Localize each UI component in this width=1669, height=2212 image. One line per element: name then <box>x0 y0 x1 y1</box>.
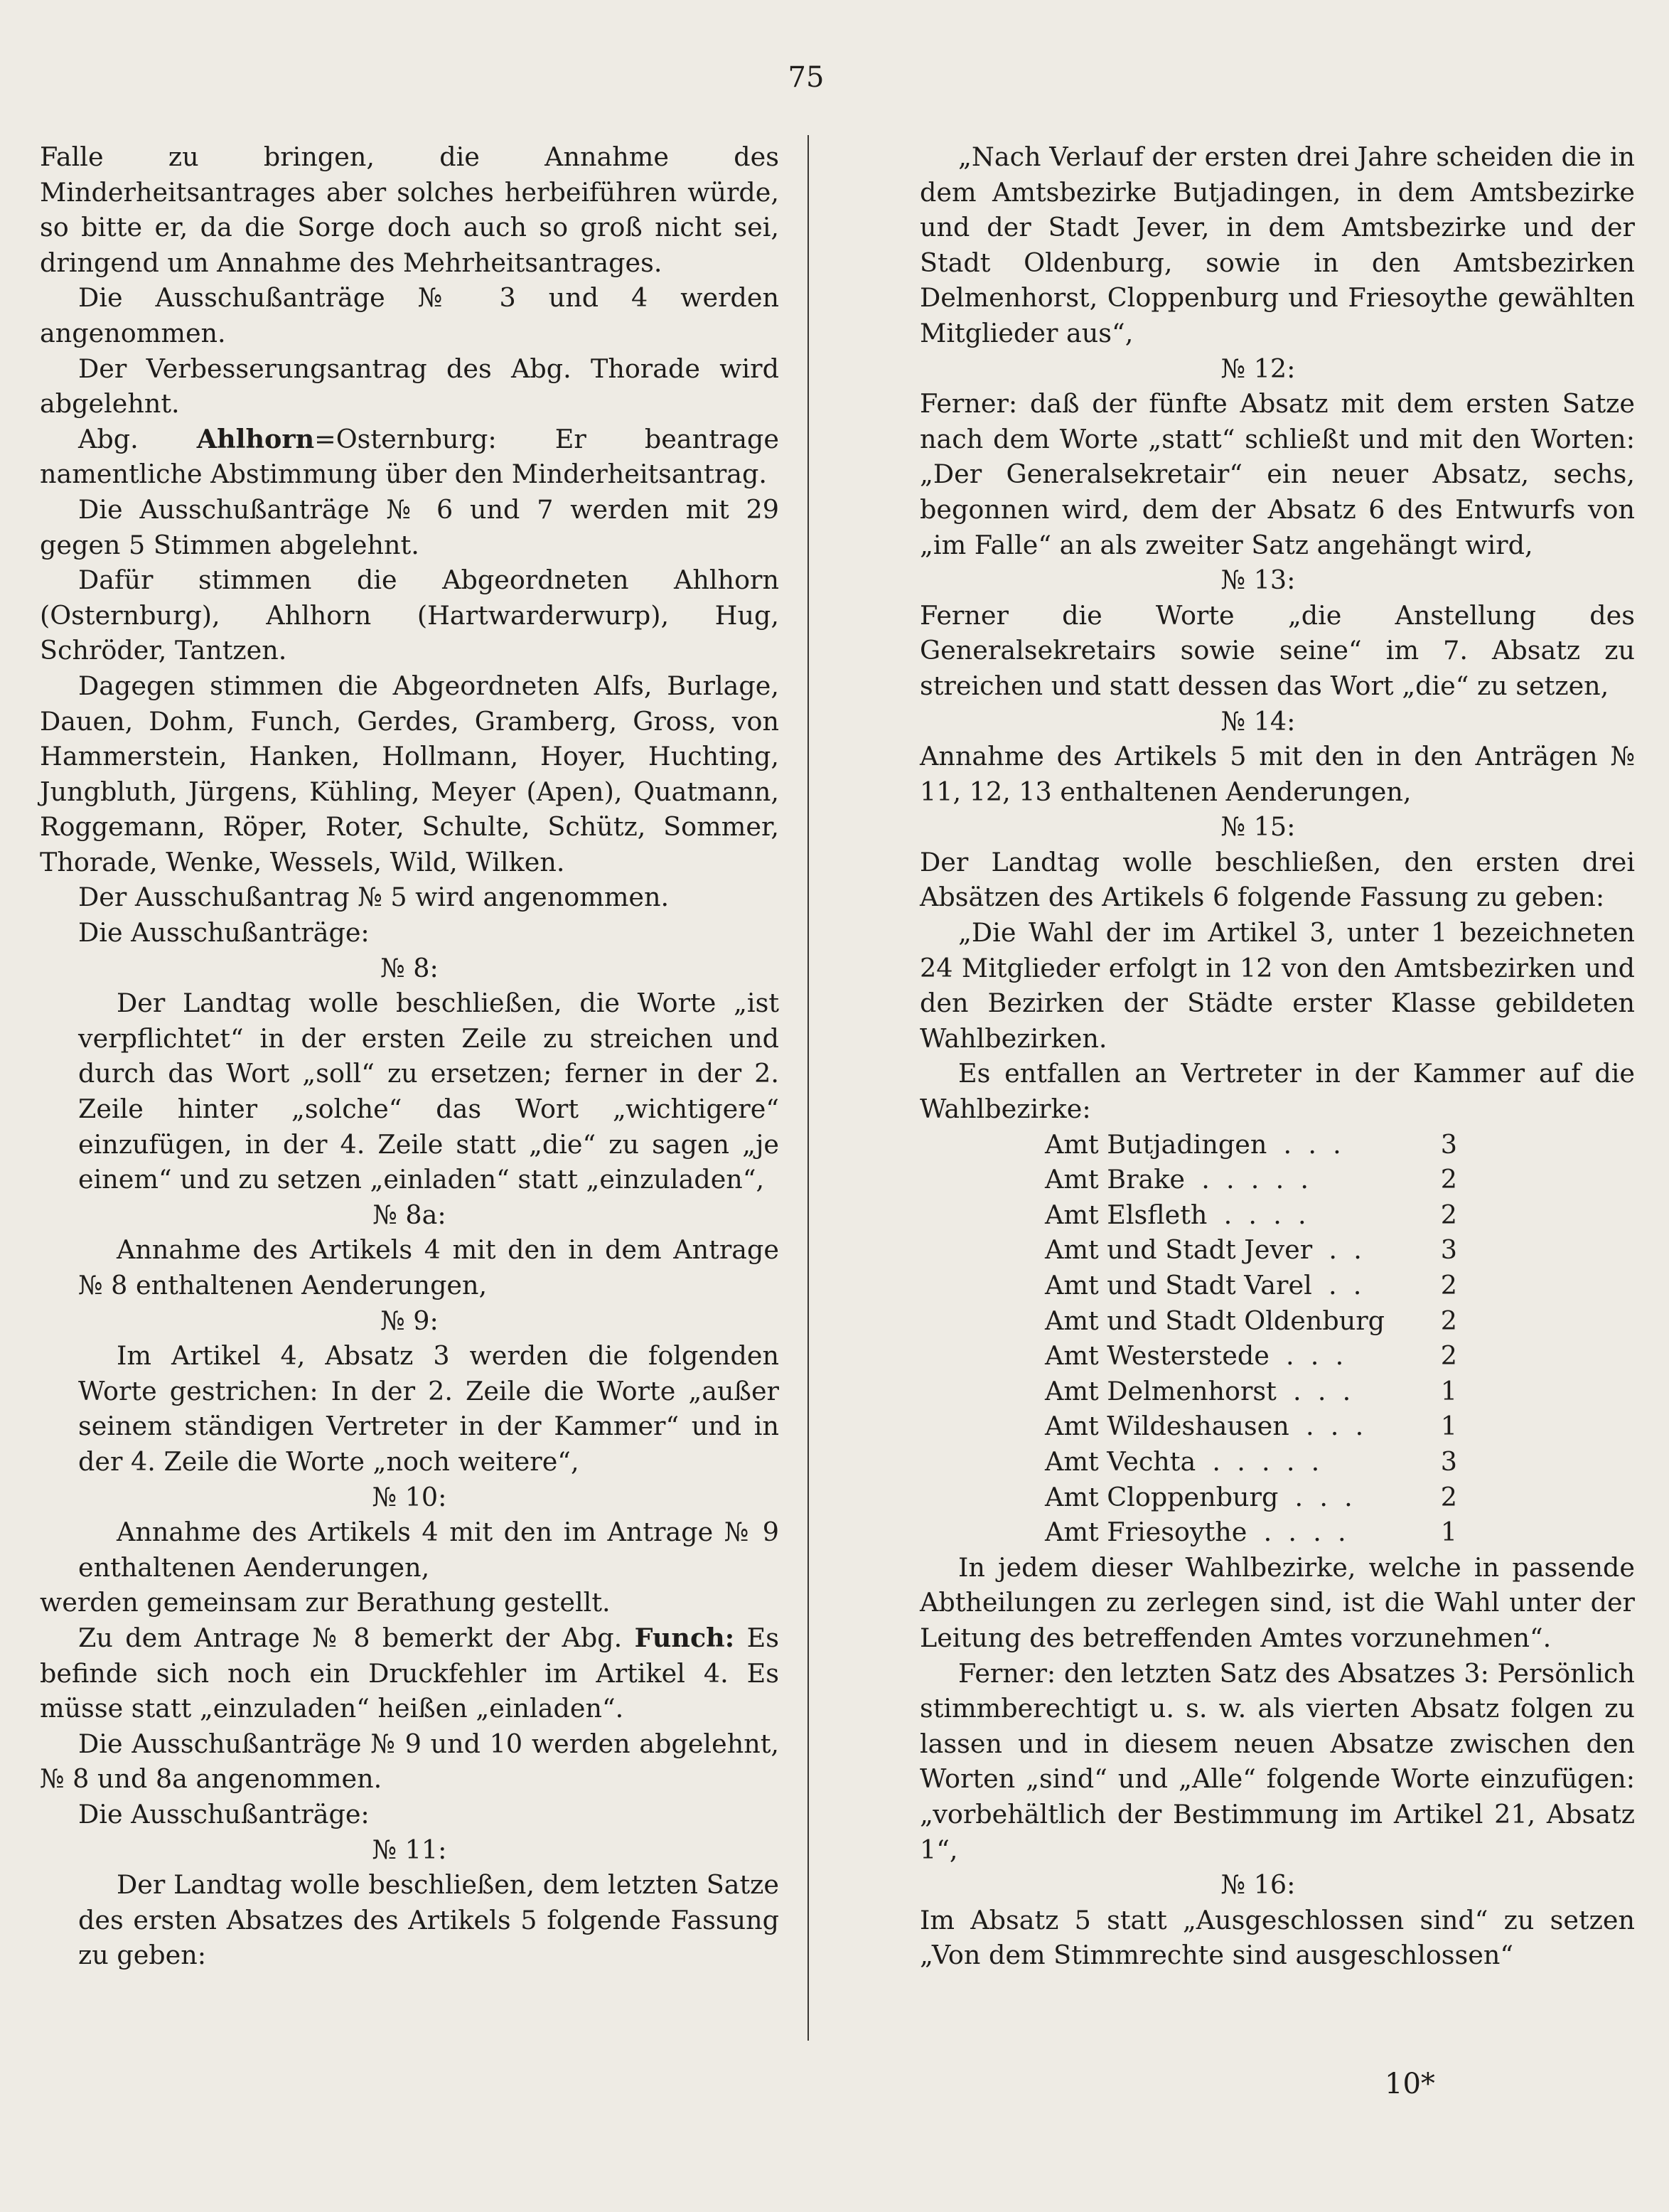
motion-text: Im Absatz 5 statt „Ausgeschlossen sind“ zu setzen „Von dem Stimmrechte sind ausgeschlossen“ <box>920 1904 1635 1971</box>
district-name: Amt Butjadingen . . . <box>1045 1128 1341 1160</box>
page-number: 75 <box>788 61 825 94</box>
district-name: Amt Cloppenburg . . . <box>1045 1481 1353 1512</box>
motion-heading: № 10: <box>372 1481 447 1512</box>
motion-text: Der Landtag wolle beschließen, den ersten drei Absätzen des Artikels 6 folgende Fassung zu geben: <box>920 846 1635 913</box>
paragraph: Die Ausschußanträge № 3 und 4 werden angenommen. <box>40 282 779 348</box>
column-divider <box>807 135 809 2041</box>
paragraph: Die Ausschußanträge: <box>78 917 370 949</box>
text-run: Es befinde sich noch ein Druckfehler im Artikel 4. Es müsse statt „einzuladen“ heißen „einladen“. <box>40 1622 779 1724</box>
motion-text: Der Landtag wolle beschließen, die Worte „ist verpflichtet“ in der ersten Zeile zu streichen und durch das Wort „soll“ zu ersetzen; ferner in der 2. Zeile hinter „solche“ das Wort „wichtigere“ einzufügen, in der 4. Zeile statt „die“ zu sagen „je einem“ und zu setzen „einladen“ statt „einzuladen“, <box>78 988 779 1195</box>
table-row <box>881 1409 1635 1444</box>
district-name: Amt und Stadt Jever . . <box>1045 1234 1362 1266</box>
motion-text: Der Landtag wolle beschließen, dem letzten Satze des ersten Absatzes des Artikels 5 folgende Fassung zu geben: <box>78 1869 779 1971</box>
quoted-text: „Die Wahl der im Artikel 3, unter 1 bezeichneten 24 Mitglieder erfolgt in 12 von den Amtsbezirken und den Bezirken der Städte erster Klasse gebildeten Wahlbezirken. <box>920 917 1635 1054</box>
seat-count: 2 <box>1440 1481 1457 1512</box>
paragraph: Die Ausschußanträge № 9 und 10 werden abgelehnt, № 8 und 8a angenommen. <box>40 1728 779 1795</box>
motion-text: Ferner: daß der fünfte Absatz mit dem ersten Satze nach dem Worte „statt“ schließt und mit den Worten: „Der Generalsekretair“ ein neuer Absatz, sechs, begonnen wird, dem der Absatz 6 des Entwurfs von „im Falle“ an als zweiter Satz angehängt wird, <box>920 388 1635 560</box>
table-row <box>881 1162 1635 1197</box>
paragraph: Dafür stimmen die Abgeordneten Ahlhorn (Osternburg), Ahlhorn (Hartwarderwurp), Hug, Schröder, Tantzen. <box>40 565 779 666</box>
paragraph: werden gemeinsam zur Berathung gestellt. <box>40 1587 611 1618</box>
motion-heading: № 8a: <box>372 1199 446 1230</box>
quoted-text: In jedem dieser Wahlbezirke, welche in passende Abtheilungen zu zerlegen sind, ist die Wahl unter der Leitung des betreffenden Amtes vorzunehmen“. <box>920 1551 1635 1653</box>
table-row <box>881 1197 1635 1233</box>
district-name: Amt Friesoythe . . . . <box>1045 1517 1346 1548</box>
paragraph: Falle zu bringen, die Annahme des Minderheitsantrages aber solches herbeiführen würde, so bitte er, da die Sorge doch auch so groß nicht sei, dringend um Annahme des Mehrheitsantrages. <box>40 141 779 278</box>
seat-count: 2 <box>1440 1199 1457 1230</box>
paragraph: Die Ausschußanträge: <box>78 1798 370 1829</box>
motion-text: Im Artikel 4, Absatz 3 werden die folgenden Worte gestrichen: In der 2. Zeile die Worte „außer seinem ständigen Vertreter in der Kammer“ und in der 4. Zeile die Worte „noch weitere“, <box>78 1340 779 1477</box>
motion-heading: № 14: <box>1220 705 1296 737</box>
seat-count: 2 <box>1440 1305 1457 1336</box>
speaker-name: Ahlhorn <box>196 423 315 454</box>
text-run: =Osternburg: Er beantrage namentliche Abstimmung über den Minderheitsantrag. <box>40 423 779 490</box>
motion-heading: № 16: <box>1220 1869 1296 1901</box>
paragraph: Dagegen stimmen die Abgeordneten Alfs, Burlage, Dauen, Dohm, Funch, Gerdes, Gramberg, Gross, von Hammerstein, Hanken, Hollmann, Hoyer, Huchting, Jungbluth, Jürgens, Kühling, Meyer (Apen), Quatmann, Roggemann, Röper, Roter, Schulte, Schütz, Sommer, Thorade, Wenke, Wessels, Wild, Wilken. <box>40 670 779 877</box>
wahlbezirke-table <box>881 1127 1635 1550</box>
motion-heading: № 9: <box>380 1305 439 1336</box>
district-name: Amt und Stadt Varel . . <box>1045 1270 1362 1300</box>
seat-count: 1 <box>1440 1517 1457 1548</box>
left-column <box>40 139 779 1973</box>
district-name: Amt Wildeshausen . . . <box>1045 1411 1364 1442</box>
motion-text: Ferner die Worte „die Anstellung des Generalsekretairs sowie seine“ im 7. Absatz zu streichen und statt dessen das Wort „die“ zu setzen, <box>920 599 1635 701</box>
paragraph <box>40 1620 779 1726</box>
paragraph: Die Ausschußanträge № 6 und 7 werden mit 29 gegen 5 Stimmen abgelehnt. <box>40 493 779 560</box>
paragraph: Der Verbesserungsantrag des Abg. Thorade wird abgelehnt. <box>40 353 779 420</box>
speaker-name: Funch: <box>634 1622 735 1653</box>
district-name: Amt Elsfleth . . . . <box>1045 1199 1306 1230</box>
seat-count: 2 <box>1440 1270 1457 1300</box>
district-name: Amt Westerstede . . . <box>1045 1340 1344 1372</box>
district-name: Amt Delmenhorst . . . <box>1045 1375 1351 1406</box>
motion-heading: № 12: <box>1220 353 1296 384</box>
seat-count: 3 <box>1440 1128 1457 1160</box>
text-run: Zu dem Antrage № 8 bemerkt der Abg. <box>78 1622 635 1653</box>
district-name: Amt Vechta . . . . . <box>1045 1446 1320 1477</box>
table-row <box>881 1514 1635 1550</box>
seat-count: 3 <box>1440 1446 1457 1477</box>
right-column <box>881 139 1635 1973</box>
seat-count: 1 <box>1440 1375 1457 1406</box>
motion-heading: № 8: <box>380 952 439 983</box>
table-row <box>881 1480 1635 1515</box>
seat-count: 1 <box>1440 1411 1457 1442</box>
quoted-text: Es entfallen an Vertreter in der Kammer auf die Wahlbezirke: <box>920 1058 1635 1125</box>
table-row <box>881 1374 1635 1409</box>
seat-count: 2 <box>1440 1164 1457 1195</box>
table-row <box>881 1444 1635 1480</box>
district-name: Amt und Stadt Oldenburg <box>1045 1305 1385 1336</box>
district-name: Amt Brake . . . . . <box>1045 1164 1309 1195</box>
motion-text: Annahme des Artikels 4 mit den in dem Antrage № 8 enthaltenen Aenderungen, <box>78 1234 779 1300</box>
seat-count: 3 <box>1440 1234 1457 1266</box>
motion-heading: № 13: <box>1220 565 1296 596</box>
paragraph: Der Ausschußantrag № 5 wird angenommen. <box>78 882 670 913</box>
text-run: Abg. <box>78 423 197 454</box>
signature-mark: 10* <box>1385 2068 1435 2100</box>
table-row <box>881 1127 1635 1163</box>
seat-count: 2 <box>1440 1340 1457 1372</box>
motion-text: Annahme des Artikels 4 mit den im Antrage № 9 enthaltenen Aenderungen, <box>78 1517 779 1583</box>
table-row <box>881 1268 1635 1303</box>
table-row <box>881 1232 1635 1268</box>
table-row <box>881 1303 1635 1339</box>
table-row <box>881 1338 1635 1374</box>
paragraph <box>40 422 779 492</box>
motion-text: Annahme des Artikels 5 mit den in den Anträgen № 11, 12, 13 enthaltenen Aenderungen, <box>920 741 1635 807</box>
motion-heading: № 15: <box>1220 811 1296 843</box>
motion-heading: № 11: <box>372 1834 447 1865</box>
quoted-text: „Nach Verlauf der ersten drei Jahre scheiden die in dem Amtsbezirke Butjadingen, in dem Amtsbezirke und der Stadt Jever, in dem Amtsbezirke und der Stadt Oldenburg, sowie in den Amtsbezirken Delmenhorst, Cloppenburg und Friesoythe gewählten Mitglieder aus“, <box>920 141 1635 348</box>
quoted-text: Ferner: den letzten Satz des Absatzes 3: Persönlich stimmberechtigt u. s. w. als vierten Absatz folgen zu lassen und in diesem neuen Absatze zwischen den Worten „sind“ und „Alle“ folgende Worte einzufügen: „vorbehältlich der Bestimmung im Artikel 21, Absatz 1“, <box>920 1657 1635 1865</box>
